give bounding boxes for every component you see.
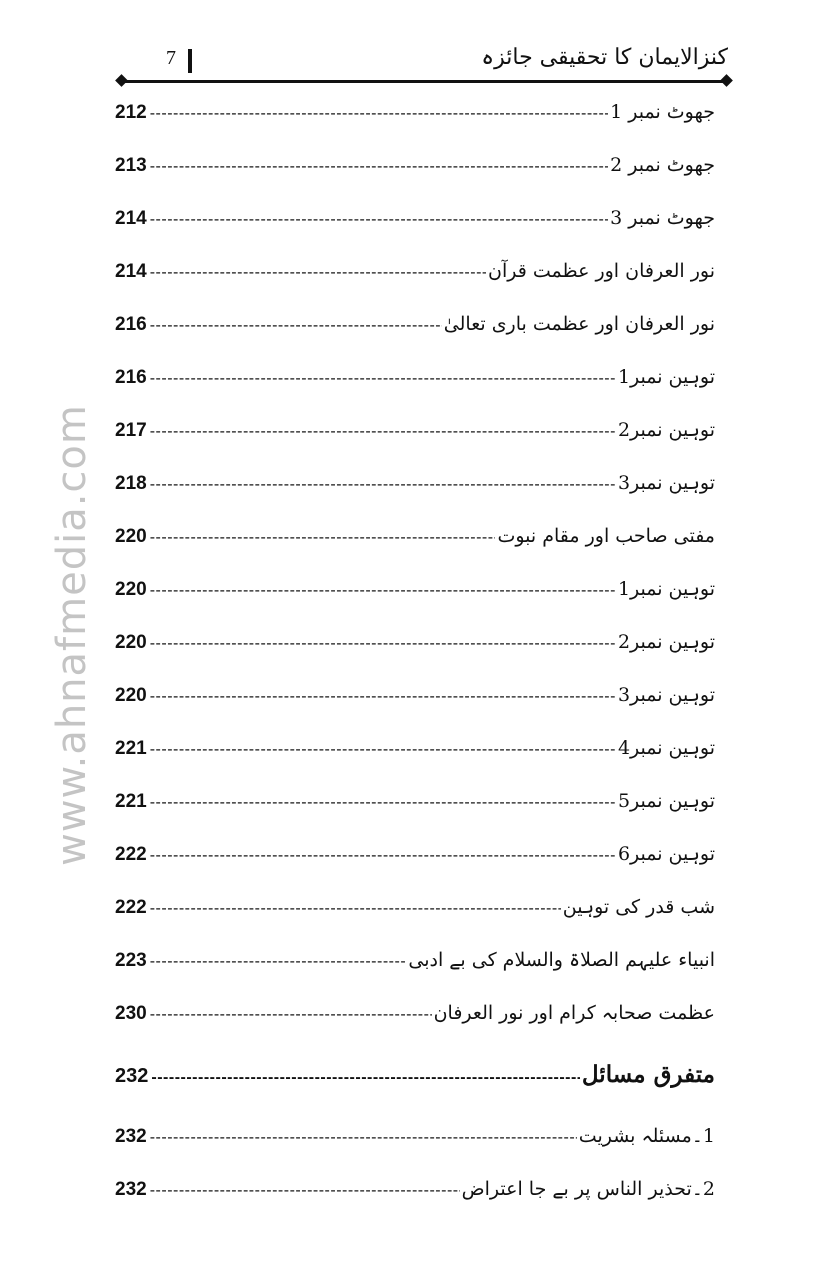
book-title: کنزالایمان کا تحقیقی جائزہ [481,45,728,70]
dot-leader [148,1047,580,1106]
watermark-text: www.ahnafmedia.com [49,404,95,866]
dot-leader [147,988,432,1040]
toc-entry-title: 2۔تحذیر الناس پر بے جا اعتراض [461,1178,715,1200]
dot-leader [147,882,561,934]
toc-entry-page: 223 [115,950,147,971]
toc-entry[interactable] [115,987,715,1040]
toc-entry[interactable] [115,86,715,139]
toc-entry-page: 232 [115,1179,147,1200]
dot-leader [147,723,616,775]
toc-entry-title: جھوٹ نمبر 3 [610,207,715,229]
dot-leader [147,670,616,722]
toc-entry-title: نور العرفان اور عظمت قرآن [488,260,715,282]
page-header [118,45,728,81]
toc-section-heading[interactable] [115,1044,715,1106]
toc-entry[interactable] [115,192,715,245]
toc-entry-page: 220 [115,685,147,706]
toc-entry-page: 221 [115,791,147,812]
toc-entry[interactable] [115,245,715,298]
toc-entry-page: 220 [115,579,147,600]
toc-entry[interactable] [115,669,715,722]
toc-entry[interactable] [115,351,715,404]
toc-entry-title: توہین نمبر6 [617,843,715,865]
toc-entry-page: 213 [115,155,147,176]
toc-entry[interactable] [115,616,715,669]
toc-entry-title: توہین نمبر1 [617,366,715,388]
dot-leader [147,935,407,987]
toc-entry-title: عظمت صحابہ کرام اور نور العرفان [433,1002,715,1024]
page-number-bar [188,49,192,73]
toc-entry-title: توہین نمبر4 [617,737,715,759]
toc-entry-page: 221 [115,738,147,759]
toc-entry-title: توہین نمبر5 [617,790,715,812]
toc-entry-page: 214 [115,261,147,282]
dot-leader [147,1111,577,1163]
toc-section-title: متفرق مسائل [581,1061,715,1088]
toc-entry-page: 212 [115,102,147,123]
dot-leader [147,246,486,298]
dot-leader [147,299,442,351]
toc-entry[interactable] [115,828,715,881]
toc-entry[interactable] [115,881,715,934]
toc-entry-title: توہین نمبر3 [617,684,715,706]
dot-leader [147,1164,460,1216]
toc-entry-page: 230 [115,1003,147,1024]
toc-entry[interactable] [115,404,715,457]
toc-entry[interactable] [115,775,715,828]
header-rule [122,80,726,83]
toc-entry[interactable] [115,298,715,351]
toc-entry-title: جھوٹ نمبر 1 [610,101,715,123]
toc-entry-page: 222 [115,844,147,865]
toc-entry[interactable] [115,139,715,192]
table-of-contents [115,86,715,1216]
toc-entry-page: 214 [115,208,147,229]
dot-leader [147,458,616,510]
toc-entry-title: 1۔مسئلہ بشریت [578,1125,715,1147]
toc-entry-page: 220 [115,632,147,653]
dot-leader [147,405,616,457]
toc-entry-page: 216 [115,367,147,388]
toc-entry-title: مفتی صاحب اور مقام نبوت [497,525,715,547]
toc-entry[interactable] [115,510,715,563]
toc-entry-page: 232 [115,1126,147,1147]
toc-entry-title: انبیاء علیہم الصلاۃ والسلام کی بے ادبی [408,949,715,971]
toc-entry[interactable] [115,934,715,987]
toc-entry-title: شب قدر کی توہین [562,896,715,918]
toc-entry-title: توہین نمبر2 [617,419,715,441]
toc-entry[interactable] [115,457,715,510]
dot-leader [147,776,616,828]
toc-entry-title: توہین نمبر2 [617,631,715,653]
dot-leader [147,511,496,563]
page-number: 7 [166,47,176,69]
toc-entry-page: 216 [115,314,147,335]
toc-entry-page: 218 [115,473,147,494]
toc-entry-page: 220 [115,526,147,547]
toc-entry[interactable] [115,563,715,616]
toc-entry[interactable] [115,722,715,775]
dot-leader [147,140,608,192]
dot-leader [147,617,616,669]
toc-entry[interactable] [115,1163,715,1216]
dot-leader [147,193,608,245]
toc-entry-page: 222 [115,897,147,918]
toc-entry-title: توہین نمبر3 [617,472,715,494]
toc-entry-title: توہین نمبر1 [617,578,715,600]
dot-leader [147,829,616,881]
dot-leader [147,87,608,139]
dot-leader [147,352,616,404]
toc-entry-title: نور العرفان اور عظمت باری تعالیٰ [443,313,715,335]
toc-entry-title: جھوٹ نمبر 2 [610,154,715,176]
toc-entry-page: 217 [115,420,147,441]
toc-entry[interactable] [115,1110,715,1163]
dot-leader [147,564,616,616]
toc-section-page: 232 [115,1065,149,1087]
